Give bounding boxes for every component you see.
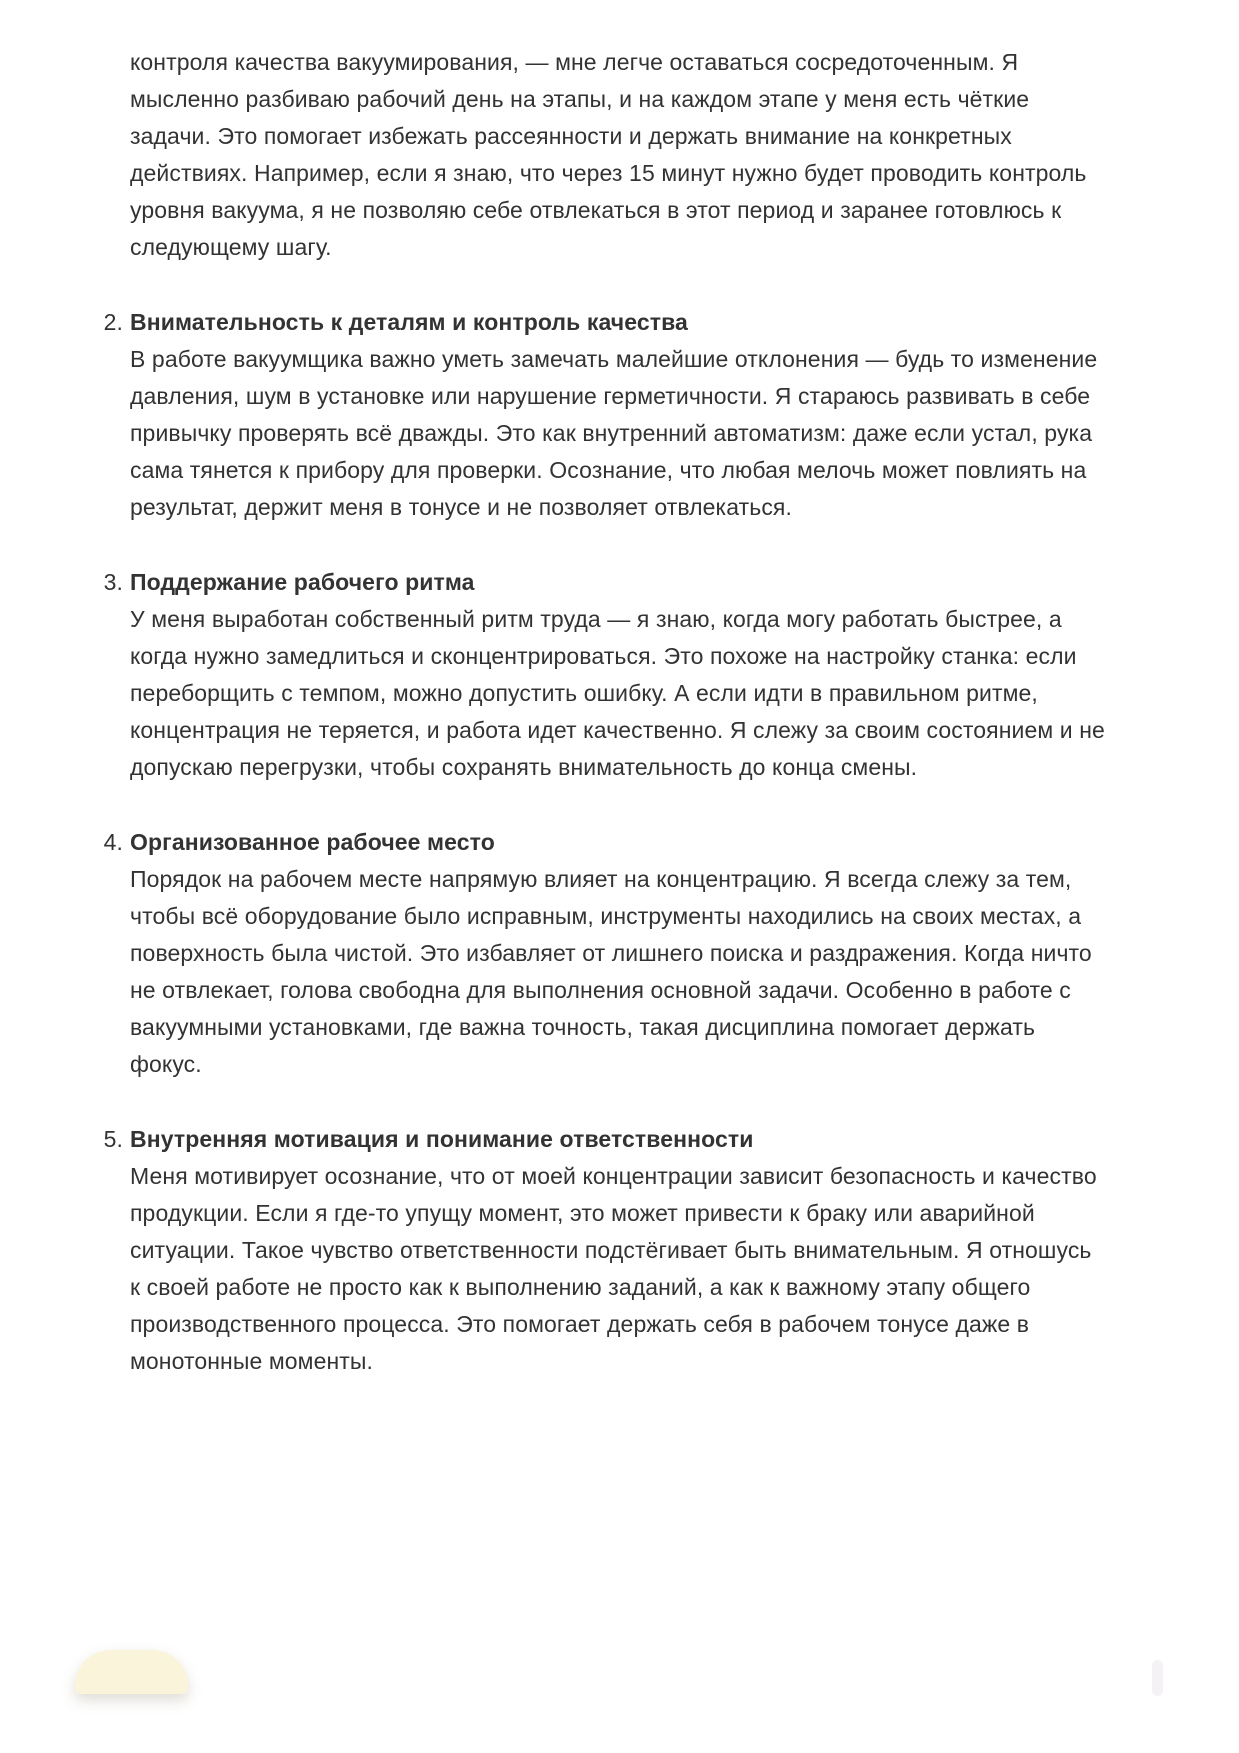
list-item-2: [103, 304, 1108, 526]
item-number: 5.: [103, 1126, 123, 1152]
item-number: 2.: [103, 309, 123, 335]
item-title: Внутренняя мотивация и понимание ответственности: [130, 1126, 754, 1152]
intro-paragraph: контроля качества вакуумирования, — мне легче оставаться сосредоточенным. Я мысленно разбиваю рабочий день на этапы, и на каждом этапе у меня есть чёткие задачи. Это помогает избежать рассеянности и держать внимание на конкретных действиях. Например, если я знаю, что через 15 минут нужно будет проводить контроль уровня вакуума, я не позволяю себе отвлекаться в этот период и заранее готовлюсь к следующему шагу.: [130, 49, 1087, 260]
document-body: [103, 44, 1108, 1380]
cutoff-bottom-element: [75, 1650, 188, 1694]
list-item-3: [103, 564, 1108, 786]
item-number: 4.: [103, 829, 123, 855]
item-number: 3.: [103, 569, 123, 595]
list-item-5: [103, 1121, 1108, 1380]
list-item-4: [103, 824, 1108, 1083]
item-title: Внимательность к деталям и контроль качества: [130, 309, 688, 335]
item-body: У меня выработан собственный ритм труда — я знаю, когда могу работать быстрее, а когда нужно замедлиться и сконцентрироваться. Это похоже на настройку станка: если переборщить с темпом, можно допустить ошибку. А если идти в правильном ритме, концентрация не теряется, и работа идет качественно. Я слежу за своим состоянием и не допускаю перегрузки, чтобы сохранять внимательность до конца смены.: [130, 606, 1105, 780]
item-title: Поддержание рабочего ритма: [130, 569, 475, 595]
item-title: Организованное рабочее место: [130, 829, 495, 855]
item-body: Меня мотивирует осознание, что от моей концентрации зависит безопасность и качество продукции. Если я где-то упущу момент, это может привести к браку или аварийной ситуации. Такое чувство ответственности подстёгивает быть внимательным. Я отношусь к своей работе не просто как к выполнению заданий, а как к важному этапу общего производственного процесса. Это помогает держать себя в рабочем тонусе даже в монотонные моменты.: [130, 1163, 1097, 1374]
item-body: В работе вакуумщика важно уметь замечать малейшие отклонения — будь то изменение давления, шум в установке или нарушение герметичности. Я стараюсь развивать в себе привычку проверять всё дважды. Это как внутренний автоматизм: даже если устал, рука сама тянется к прибору для проверки. Осознание, что любая мелочь может повлиять на результат, держит меня в тонусе и не позволяет отвлекаться.: [130, 346, 1098, 520]
faint-scroll-artifact: [1152, 1660, 1163, 1696]
item-body: Порядок на рабочем месте напрямую влияет на концентрацию. Я всегда слежу за тем, чтобы всё оборудование было исправным, инструменты находились на своих местах, а поверхность была чистой. Это избавляет от лишнего поиска и раздражения. Когда ничто не отвлекает, голова свободна для выполнения основной задачи. Особенно в работе с вакуумными установками, где важна точность, такая дисциплина помогает держать фокус.: [130, 866, 1092, 1077]
